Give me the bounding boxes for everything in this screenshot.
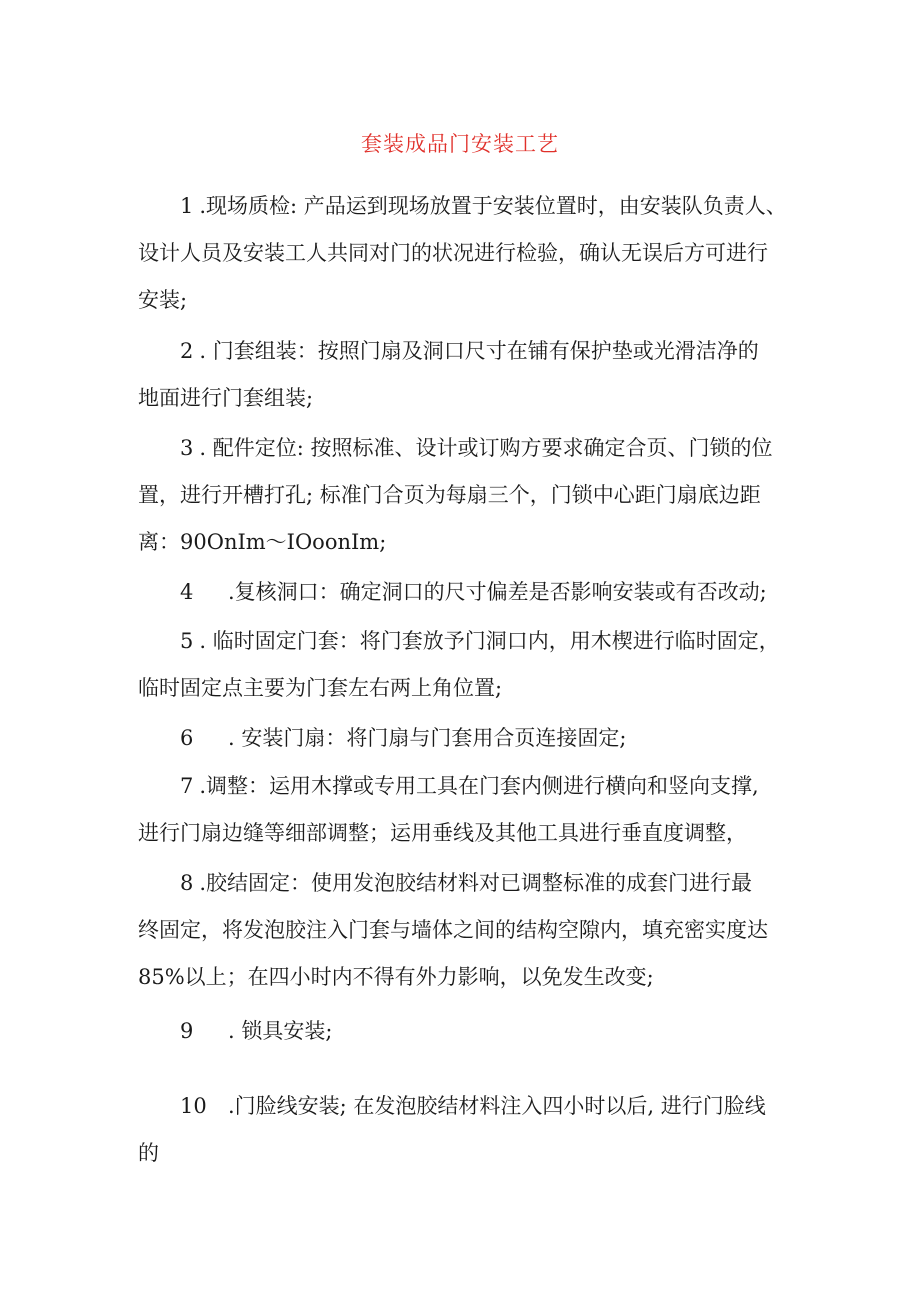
item-text: .调整：运用木撑或专用工具在门套内侧进行横向和竖向支撑, <box>199 774 759 798</box>
list-item-8-line-3: 85%以上；在四小时内不得有外力影响，以免发生改变; <box>138 965 654 989</box>
item-text: . 临时固定门套：将门套放予门洞口内，用木楔进行临时固定， <box>199 629 780 653</box>
list-item-8-line-2: 终固定，将发泡胶注入门套与墙体之间的结构空隙内，填充密实度达 <box>138 918 768 942</box>
list-item-2-line-2: 地面进行门套组装; <box>138 386 314 410</box>
item-number: 3 <box>180 436 194 460</box>
list-item-7-line-1 <box>180 770 798 802</box>
item-text: .现场质检: 产品运到现场放置于安装位置时，由安装队负责人、 <box>199 194 787 218</box>
list-item-1-line-3: 安装; <box>138 288 188 312</box>
list-item-6-line-1 <box>180 722 798 754</box>
item-number: 5 <box>180 629 194 653</box>
list-item-9-line-1 <box>180 1015 798 1047</box>
item-number: 2 <box>180 339 194 363</box>
list-item-2-line-1 <box>180 335 798 367</box>
list-item-10-line-2: 的 <box>138 1141 159 1165</box>
item-number: 1 <box>180 194 194 218</box>
item-number: 9 <box>180 1019 194 1043</box>
list-item-8-line-1 <box>180 867 798 899</box>
item-number: 4 <box>180 580 194 604</box>
list-item-4-line-1 <box>180 576 798 608</box>
item-text: . 配件定位: 按照标准、设计或订购方要求确定合页、门锁的位 <box>199 436 773 460</box>
list-item-7-line-2: 进行门扇边缝等细部调整；运用垂线及其他工具进行垂直度调整， <box>138 821 747 845</box>
item-number: 8 <box>180 871 194 895</box>
item-text: . 门套组装：按照门扇及洞口尺寸在铺有保护垫或光滑洁净的 <box>199 339 759 363</box>
list-item-5-line-2: 临时固定点主要为门套左右两上角位置; <box>138 676 503 700</box>
list-item-1-line-2: 设计人员及安装工人共同对门的状况进行检验，确认无误后方可进行 <box>138 241 768 265</box>
item-number: 10 <box>180 1094 207 1118</box>
item-number: 6 <box>180 726 194 750</box>
item-number: 7 <box>180 774 194 798</box>
page-title: 套装成品门安装工艺 <box>361 132 559 156</box>
list-item-10-line-1 <box>180 1090 798 1122</box>
item-text: .门脸线安装; 在发泡胶结材料注入四小时以后, 进行门脸线 <box>228 1094 766 1118</box>
list-item-5-line-1 <box>180 625 798 657</box>
list-item-1-line-1 <box>180 190 798 222</box>
item-text: .复核洞口：确定洞口的尺寸偏差是否影响安装或有否改动; <box>228 580 767 604</box>
item-text: . 安装门扇：将门扇与门套用合页连接固定; <box>228 726 627 750</box>
list-item-3-line-1 <box>180 432 798 464</box>
item-text: .胶结固定：使用发泡胶结材料对已调整标准的成套门进行最 <box>199 871 753 895</box>
list-item-3-line-2: 置，进行开槽打孔; 标准门合页为每扇三个，门锁中心距门扇底边距 <box>138 483 761 507</box>
item-text: . 锁具安装; <box>228 1019 333 1043</box>
list-item-3-line-3: 离：90OnIm～IOoonIm; <box>138 530 387 554</box>
